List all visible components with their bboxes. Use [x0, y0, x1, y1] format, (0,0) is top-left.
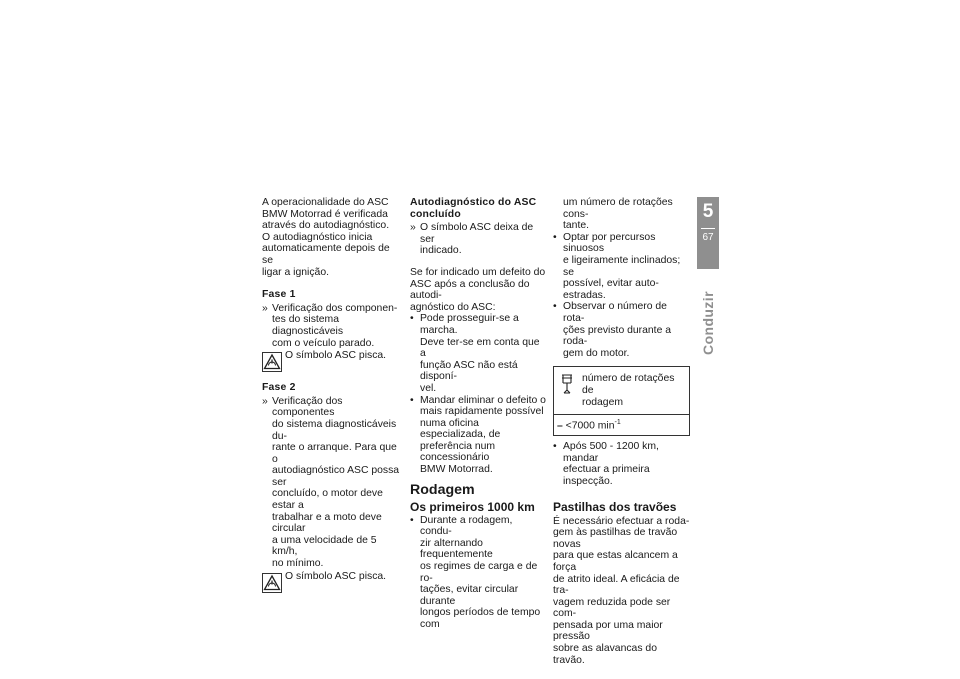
text-line: do sistema diagnosticáveis du-: [272, 418, 397, 442]
autodiagnostico-heading: [410, 197, 547, 220]
spec-table: [553, 366, 690, 436]
bullet-item: [553, 232, 690, 302]
text-line: concluído, o motor deve estar a: [272, 488, 383, 512]
text-line: agnóstico do ASC:: [410, 301, 496, 313]
intro-paragraph: [262, 197, 402, 278]
text-line: numa oficina especializada, de: [420, 417, 501, 441]
symbol-text: O símbolo ASC pisca.: [285, 350, 387, 362]
text-line: sobre as alavancas do travão.: [553, 643, 657, 666]
warning-triangle-icon: [262, 352, 282, 372]
text-line: Optar por percursos sinuosos: [563, 231, 656, 255]
text-line: longos períodos de tempo com: [420, 607, 541, 630]
chapter-tab: [697, 197, 719, 269]
bullet-marker: •: [410, 514, 414, 526]
bullet-item: [410, 395, 547, 476]
text-line: vagem reduzida pode ser com-: [553, 596, 671, 620]
text-line: para que estas alcancem a força: [553, 550, 678, 573]
text-line: de atrito ideal. A eficácia de tra-: [553, 573, 680, 597]
fault-intro: [410, 267, 547, 313]
text-line: rante o arranque. Para que o: [272, 442, 397, 465]
pastilhas-paragraph: [553, 516, 690, 667]
spec-label-row: [554, 367, 689, 415]
rodagem-heading: Rodagem: [410, 481, 475, 498]
text-line: preferência num concessionário: [420, 440, 496, 464]
text-line: tes do sistema diagnosticáveis: [272, 314, 344, 337]
text-line: Mandar eliminar o defeito o: [420, 394, 546, 406]
text-line: Deve ter-se em conta que a: [420, 336, 540, 360]
chevron-marker: »: [262, 302, 268, 314]
asc-warning-note: [262, 571, 402, 598]
text-line: pensada por uma maior pressão: [553, 619, 663, 643]
spec-value: <7000 min: [565, 420, 615, 432]
text-line: função ASC não está disponí-: [420, 359, 518, 383]
heading-line: concluído: [410, 208, 461, 220]
text-line: gem do motor.: [563, 347, 630, 359]
page-number: 67: [702, 232, 714, 243]
column-3: [553, 197, 690, 666]
bullet-item: [553, 441, 690, 487]
text-line: possível, evitar auto-estradas.: [563, 278, 659, 301]
text-line: autodiagnóstico ASC possa ser: [272, 465, 400, 488]
text-line: Após 500 - 1200 km, mandar: [563, 441, 659, 464]
tachometer-icon: [561, 374, 573, 394]
text-line: automaticamente depois de se: [262, 243, 390, 266]
bullet-marker: •: [410, 394, 414, 406]
text-line: O autodiagnóstico inicia: [262, 231, 373, 243]
text-line: com o veículo parado.: [272, 337, 375, 349]
text-line: através do autodiagnóstico.: [262, 220, 390, 232]
bullet-item: [553, 301, 690, 359]
text-line: trabalhar e a moto deve circular: [272, 511, 382, 535]
text-line: tante.: [563, 220, 589, 232]
text-line: ções previsto durante a roda-: [563, 324, 672, 348]
text-line: BMW Motorrad é verificada: [262, 208, 388, 220]
text-line: O símbolo ASC deixa de ser: [420, 222, 534, 245]
fase2-heading: Fase 2: [262, 382, 296, 394]
done-item: [410, 222, 547, 257]
primeiros-heading: Os primeiros 1000 km: [410, 499, 535, 514]
asc-warning-note: [262, 350, 402, 377]
text-line: Verificação dos componen-: [272, 302, 398, 314]
fase1-heading: Fase 1: [262, 289, 296, 301]
text-line: vel.: [420, 382, 437, 394]
column-2: [410, 197, 547, 631]
text-line: Observar o número de rota-: [563, 301, 667, 324]
text-line: mais rapidamente possível: [420, 406, 544, 418]
text-line: gem às pastilhas de travão novas: [553, 527, 678, 550]
text-line: os regimes de carga e de ro-: [420, 561, 538, 584]
chevron-marker: »: [262, 395, 268, 407]
chapter-number: 5: [702, 201, 714, 222]
spec-unit-sup: -1: [614, 419, 621, 427]
bullet-marker: •: [410, 313, 414, 325]
bullet-marker: •: [553, 441, 557, 453]
text-line: indicado.: [420, 245, 462, 257]
dash-marker: –: [557, 420, 563, 432]
fase2-item: [262, 396, 402, 570]
bullet-marker: •: [553, 231, 557, 243]
chapter-side-label: Conduzir: [700, 291, 716, 355]
tab-divider: [701, 228, 715, 229]
symbol-text: O símbolo ASC pisca.: [285, 570, 387, 582]
spec-label-line: rodagem: [582, 396, 624, 408]
text-line: Se for indicado um defeito do: [410, 266, 546, 278]
text-line: no mínimo.: [272, 558, 324, 570]
column-1: [262, 197, 402, 598]
text-line: Durante a rodagem, condu-: [420, 514, 513, 538]
text-line: tações, evitar circular durante: [420, 584, 519, 607]
spec-label-line: número de rotações de: [582, 373, 675, 396]
text-line: efectuar a primeira inspecção.: [563, 464, 650, 487]
spec-value-row: [554, 415, 689, 435]
text-line: zir alternando frequentemente: [420, 537, 493, 561]
chevron-marker: »: [410, 222, 416, 234]
bullet-item: [410, 515, 547, 631]
text-line: a uma velocidade de 5 km/h,: [272, 534, 377, 558]
text-line: Pode prosseguir-se a marcha.: [420, 313, 519, 336]
heading-line: Autodiagnóstico do ASC: [410, 197, 537, 208]
pastilhas-heading: Pastilhas dos travões: [553, 499, 677, 514]
bullet-continuation: [553, 197, 690, 232]
text-line: A operacionalidade do ASC: [262, 197, 389, 208]
text-line: Verificação dos componentes: [272, 395, 343, 419]
text-line: ligar a ignição.: [262, 266, 330, 278]
text-line: e ligeiramente inclinados; se: [563, 254, 681, 278]
fase1-item: [262, 303, 402, 349]
text-line: ASC após a conclusão do autodi-: [410, 278, 530, 302]
bullet-marker: •: [553, 301, 557, 313]
text-line: É necessário efectuar a roda-: [553, 515, 690, 527]
bullet-item: [410, 313, 547, 394]
text-line: um número de rotações cons-: [563, 197, 673, 220]
warning-triangle-icon: [262, 573, 282, 593]
text-line: BMW Motorrad.: [420, 464, 493, 476]
